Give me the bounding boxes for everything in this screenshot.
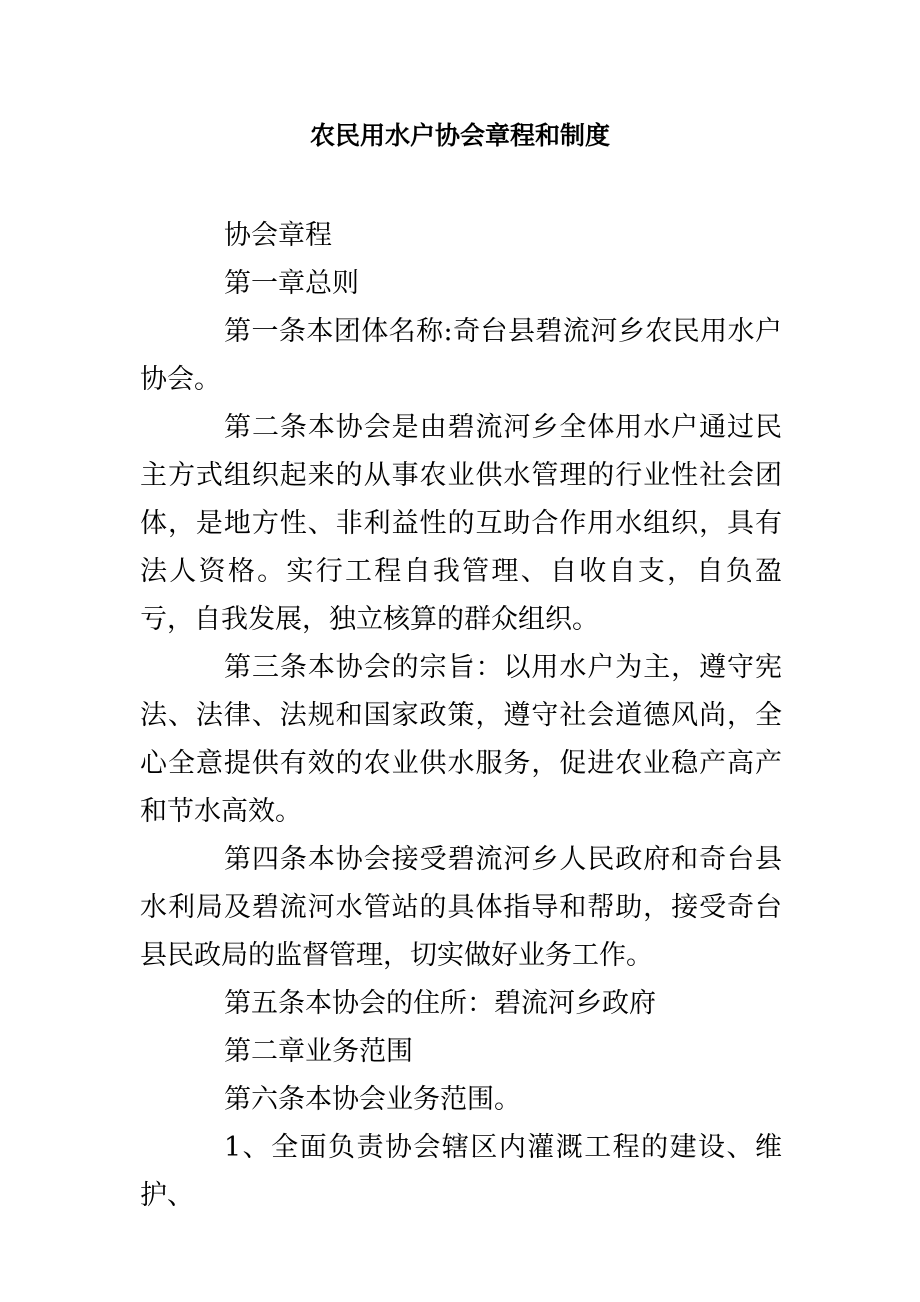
article-6: 第六条本协会业务范围。 — [224, 1084, 521, 1115]
section-heading: 协会章程 — [224, 220, 332, 251]
article-2: 第二条本协会是由碧流河乡全体用水户通过民主方式组织起来的从事农业供水管理的行业性社会团体，是地方性、非利益性的互助合作用水组织，具有法人资格。实行工程自我管理、自收自支，自负盈亏，自我发展，独立核算的群众组织。 — [140, 412, 782, 635]
list-item: 1、全面负责协会辖区内灌溉工程的建设、维护、 — [140, 1132, 782, 1211]
article-4: 第四条本协会接受碧流河乡人民政府和奇台县水利局及碧流河水管站的具体指导和帮助，接受奇台县民政局的监督管理，切实做好业务工作。 — [140, 844, 782, 971]
article-1: 第一条本团体名称:奇台县碧流河乡农民用水户协会。 — [140, 316, 782, 395]
document-title: 农民用水户协会章程和制度 — [309, 121, 610, 150]
chapter-heading: 第一章总则 — [224, 268, 359, 299]
document-body — [140, 212, 782, 1220]
article-5: 第五条本协会的住所：碧流河乡政府 — [224, 988, 656, 1019]
article-3: 第三条本协会的宗旨：以用水户为主，遵守宪法、法律、法规和国家政策，遵守社会道德风尚，全心全意提供有效的农业供水服务，促进农业稳产高产和节水高效。 — [140, 652, 782, 827]
chapter-heading: 第二章业务范围 — [224, 1036, 413, 1067]
